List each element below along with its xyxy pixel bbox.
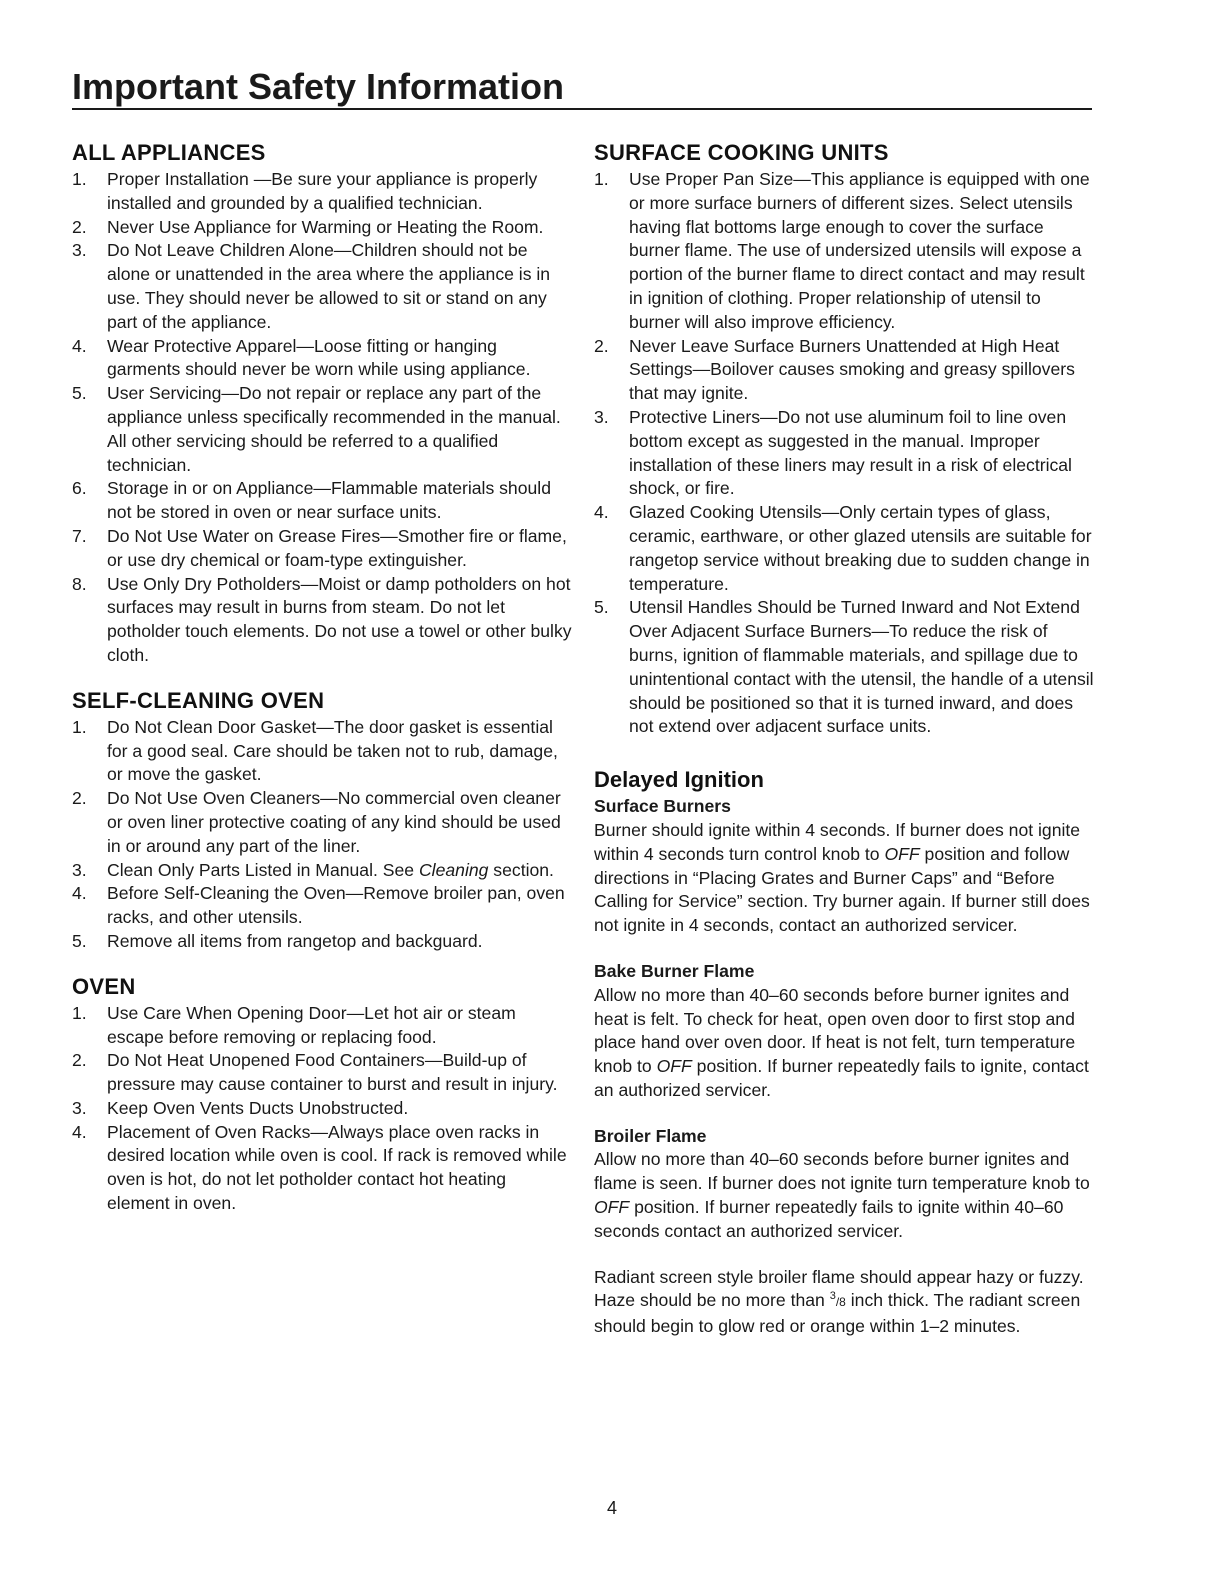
right-column [594, 138, 1094, 1357]
item-number: 2. [72, 788, 87, 809]
item-list [72, 1002, 572, 1216]
item-number: 3. [594, 406, 609, 427]
left-column [72, 138, 572, 1234]
list-item [72, 477, 572, 525]
item-text: Placement of Oven Racks—Always place oven racks in desired location while oven is cool. If rack is removed while oven is hot, do not let potholder contact hot heating element in oven. [107, 1121, 567, 1214]
item-text: Utensil Handles Should be Turned Inward and Not Extend Over Adjacent Surface Burners—To reduce the risk of burns, ignition of flammable materials, and spillage due to unintentional contact with the utensil, the handle of a utensil should be positioned so that it is turned inward, and does not extend over adjacent surface units. [629, 597, 1094, 737]
list-item [594, 501, 1094, 596]
item-text: Remove all items from rangetop and backguard. [107, 930, 483, 951]
list-item [594, 596, 1094, 739]
text-run: position and follow directions in “Placing Grates and Burner Caps” and “Before Calling for Service” section. Try burner again. If burner still does not ignite in 4 seconds, contact an authorized servicer. [594, 843, 1090, 936]
section-heading: SELF-CLEANING OVEN [72, 687, 325, 713]
item-text: Do Not Heat Unopened Food Containers—Build-up of pressure may cause container to burst and result in injury. [107, 1050, 558, 1095]
list-item [72, 716, 572, 787]
item-number: 2. [72, 216, 87, 237]
section-heading: SURFACE COOKING UNITS [594, 140, 889, 165]
text-run: Burner should ignite within 4 seconds. If burner does not ignite within 4 seconds turn control knob to [594, 819, 1081, 864]
list-item [594, 168, 1094, 335]
item-number: 4. [72, 883, 87, 904]
list-item [72, 335, 572, 383]
text-run: Allow no more than 40–60 seconds before burner ignites and heat is felt. To check for heat, open oven door to first stop and place hand over oven door. If heat is not felt, turn temperature knob to [594, 984, 1076, 1077]
list-item [72, 1121, 572, 1216]
cleaning-reference: Cleaning [418, 859, 489, 880]
item-text-before: Clean Only Parts Listed in Manual. See [107, 859, 419, 880]
list-item [72, 1002, 572, 1050]
item-text: Keep Oven Vents Ducts Unobstructed. [107, 1097, 409, 1118]
list-item [72, 787, 572, 858]
item-text: Do Not Clean Door Gasket—The door gasket is essential for a good seal. Care should be taken not to rub, damage, or move the gasket. [107, 716, 558, 785]
item-number: 2. [72, 1050, 87, 1071]
section-delayed-ignition [594, 765, 1094, 1339]
bake-burner-flame-block [594, 960, 1094, 1103]
item-text: Never Use Appliance for Warming or Heating the Room. [107, 216, 544, 237]
item-number: 4. [72, 335, 87, 356]
fraction-denominator: /8 [835, 1295, 846, 1310]
surface-burners-block [594, 795, 1094, 938]
text-run: inch thick. The radiant screen should begin to glow red or orange within 1–2 minutes. [594, 1290, 1081, 1337]
item-text: Storage in or on Appliance—Flammable materials should not be stored in oven or near surface units. [107, 478, 551, 523]
item-number: 3. [72, 240, 87, 261]
item-text: Do Not Leave Children Alone—Children should not be alone or unattended in the area where the appliance is in use. They should never be allowed to sit or stand on any part of the appliance. [107, 240, 551, 332]
list-item [72, 168, 572, 216]
broiler-flame-block [594, 1125, 1094, 1339]
section-self-cleaning-oven [72, 686, 572, 954]
item-text: Wear Protective Apparel—Loose fitting or hanging garments should never be worn while using appliance. [107, 335, 531, 380]
section-heading: OVEN [72, 973, 136, 999]
subheading: Bake Burner Flame [594, 960, 755, 981]
item-number: 3. [72, 859, 87, 880]
item-number: 8. [72, 573, 87, 594]
item-text: Use Care When Opening Door—Let hot air or steam escape before removing or replacing food. [107, 1002, 516, 1047]
item-number: 1. [72, 1002, 87, 1023]
list-item [72, 382, 572, 477]
list-item [72, 216, 572, 240]
item-number: 2. [594, 335, 609, 356]
page-number: 4 [606, 1498, 617, 1518]
item-number: 3. [72, 1097, 87, 1118]
item-number: 7. [72, 525, 87, 546]
item-text: Do Not Use Water on Grease Fires—Smother fire or flame, or use dry chemical or foam-type extinguisher. [107, 525, 567, 570]
list-item [72, 930, 572, 954]
item-text: Protective Liners—Do not use aluminum foil to line oven bottom except as suggested in the manual. Improper installation of these liners may result in a risk of electrical shock, or fire. [629, 406, 1072, 499]
off-term: OFF [594, 1197, 630, 1218]
item-number: 1. [72, 169, 87, 189]
item-number: 4. [594, 502, 609, 523]
item-number: 5. [594, 597, 609, 618]
item-number: 1. [594, 169, 609, 189]
item-number: 6. [72, 478, 87, 499]
item-text: Use Only Dry Potholders—Moist or damp potholders on hot surfaces may result in burns from steam. Do not let potholder touch elements. Do not use a towel or other bulky cloth. [107, 573, 572, 665]
text-run: position. If burner repeatedly fails to ignite, contact an authorized servicer. [594, 1056, 1089, 1100]
list-item [594, 406, 1094, 501]
item-text: User Servicing—Do not repair or replace any part of the appliance unless specifically recommended in the manual. All other servicing should be referred to a qualified technician. [107, 383, 561, 475]
off-term: OFF [656, 1056, 692, 1077]
item-number: 4. [72, 1121, 87, 1142]
list-item [72, 859, 572, 883]
list-item [72, 525, 572, 573]
text-run: Allow no more than 40–60 seconds before burner ignites and flame is seen. If burner does not ignite turn temperature knob to [594, 1149, 1090, 1194]
paragraph [594, 819, 1094, 938]
item-text: Never Leave Surface Burners Unattended at High Heat Settings—Boilover causes smoking and greasy spillovers that may ignite. [629, 335, 1075, 404]
fraction-numerator: 3 [829, 1290, 836, 1303]
list-item [72, 1049, 572, 1097]
item-text: Do Not Use Oven Cleaners—No commercial oven cleaner or oven liner protective coating of any kind should be used in or around any part of the liner. [107, 788, 561, 856]
section-all-appliances [72, 138, 572, 668]
section-oven [72, 972, 572, 1216]
item-text: Before Self-Cleaning the Oven—Remove broiler pan, oven racks, and other utensils. [107, 883, 565, 928]
item-text: Proper Installation —Be sure your appliance is properly installed and grounded by a qualified technician. [107, 169, 538, 213]
subheading: Surface Burners [594, 796, 731, 817]
paragraph [594, 1266, 1094, 1339]
item-text-after: section. [488, 859, 554, 880]
item-list [72, 716, 572, 954]
item-number: 5. [72, 383, 87, 404]
section-heading: ALL APPLIANCES [72, 140, 266, 165]
item-list [72, 168, 572, 668]
item-text: Use Proper Pan Size—This appliance is equipped with one or more surface burners of different sizes. Select utensils having flat bottoms large enough to cover the surface burner flame. The use of undersized utensils will expose a portion of the burner flame to direct contact and may result in ignition of clothing. Proper relationship of utensil to burner will also improve efficiency. [629, 169, 1090, 332]
page-title: Important Safety Information [72, 66, 1092, 110]
subheading: Broiler Flame [594, 1125, 707, 1146]
section-surface-cooking-units [594, 138, 1094, 739]
item-number: 1. [72, 716, 87, 737]
list-item [594, 335, 1094, 406]
list-item [72, 1097, 572, 1121]
paragraph [594, 1148, 1094, 1243]
item-number: 5. [72, 930, 87, 951]
paragraph [594, 984, 1094, 1103]
off-term: OFF [884, 843, 920, 864]
text-run: position. If burner repeatedly fails to ignite within 40–60 seconds contact an authorized servicer. [594, 1197, 1064, 1241]
item-text: Glazed Cooking Utensils—Only certain types of glass, ceramic, earthware, or other glazed utensils are suitable for rangetop service without breaking due to sudden change in temperature. [629, 502, 1092, 594]
list-item [72, 882, 572, 930]
text-run: Radiant screen style broiler flame should appear hazy or fuzzy. Haze should be no more than [594, 1266, 1084, 1311]
section-heading: Delayed Ignition [594, 767, 764, 793]
item-list [594, 168, 1094, 739]
list-item [72, 239, 572, 334]
list-item [72, 573, 572, 668]
